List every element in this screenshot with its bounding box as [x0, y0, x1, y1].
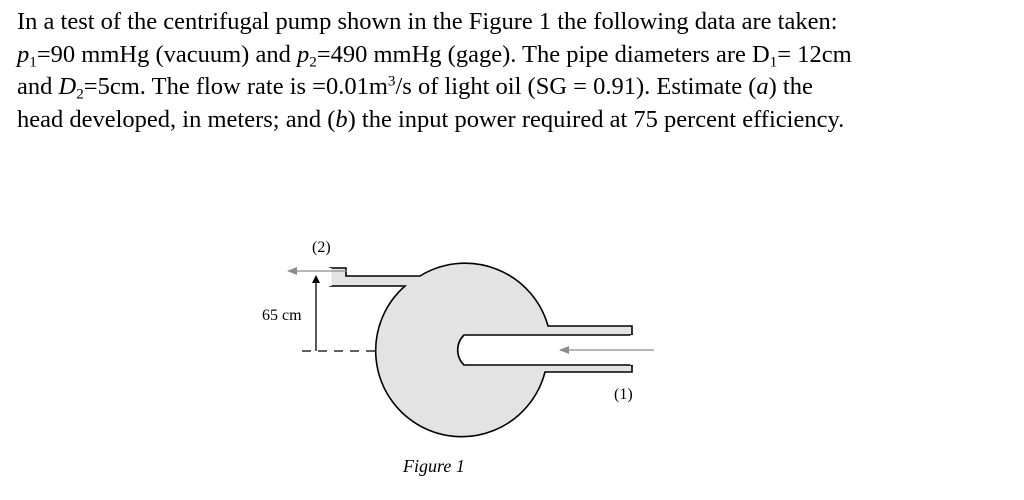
flow-rest: /s of light oil (SG = 0.91). Estimate (	[395, 73, 757, 100]
line3-end: ) the	[768, 73, 813, 100]
line4-end: ) the input power required at 75 percent efficiency.	[347, 105, 845, 133]
line4-start: head developed, in meters; and (	[17, 105, 336, 133]
p2-value: =490 mmHg (gage). The pipe diameters are D	[316, 40, 770, 68]
p2-symbol: p	[296, 40, 310, 68]
figure-caption: Figure 1	[403, 456, 465, 476]
d2-symbol: D	[58, 73, 77, 100]
outlet-label: (2)	[312, 239, 331, 256]
p1-subscript: 1	[29, 53, 37, 71]
problem-intro: In a test of the centrifugal pump shown in the Figure 1 the following data are taken:	[17, 8, 838, 35]
line3-and: and	[17, 73, 59, 100]
d1-subscript: 1	[769, 53, 778, 71]
part-a-letter: a	[756, 73, 769, 100]
p1-value: =90 mmHg (vacuum) and	[36, 40, 297, 68]
dimension-label: 65 cm	[262, 307, 302, 324]
d2-subscript: 2	[76, 85, 84, 103]
flow-unit-superscript: 3	[387, 72, 396, 90]
inlet-label: (1)	[614, 386, 633, 403]
p2-subscript: 2	[309, 53, 317, 71]
part-b-letter: b	[335, 105, 348, 133]
p1-symbol: p	[17, 40, 30, 68]
d1-value: = 12cm	[777, 40, 852, 68]
d2-value: =5cm. The flow rate is =0.01m	[83, 73, 388, 100]
